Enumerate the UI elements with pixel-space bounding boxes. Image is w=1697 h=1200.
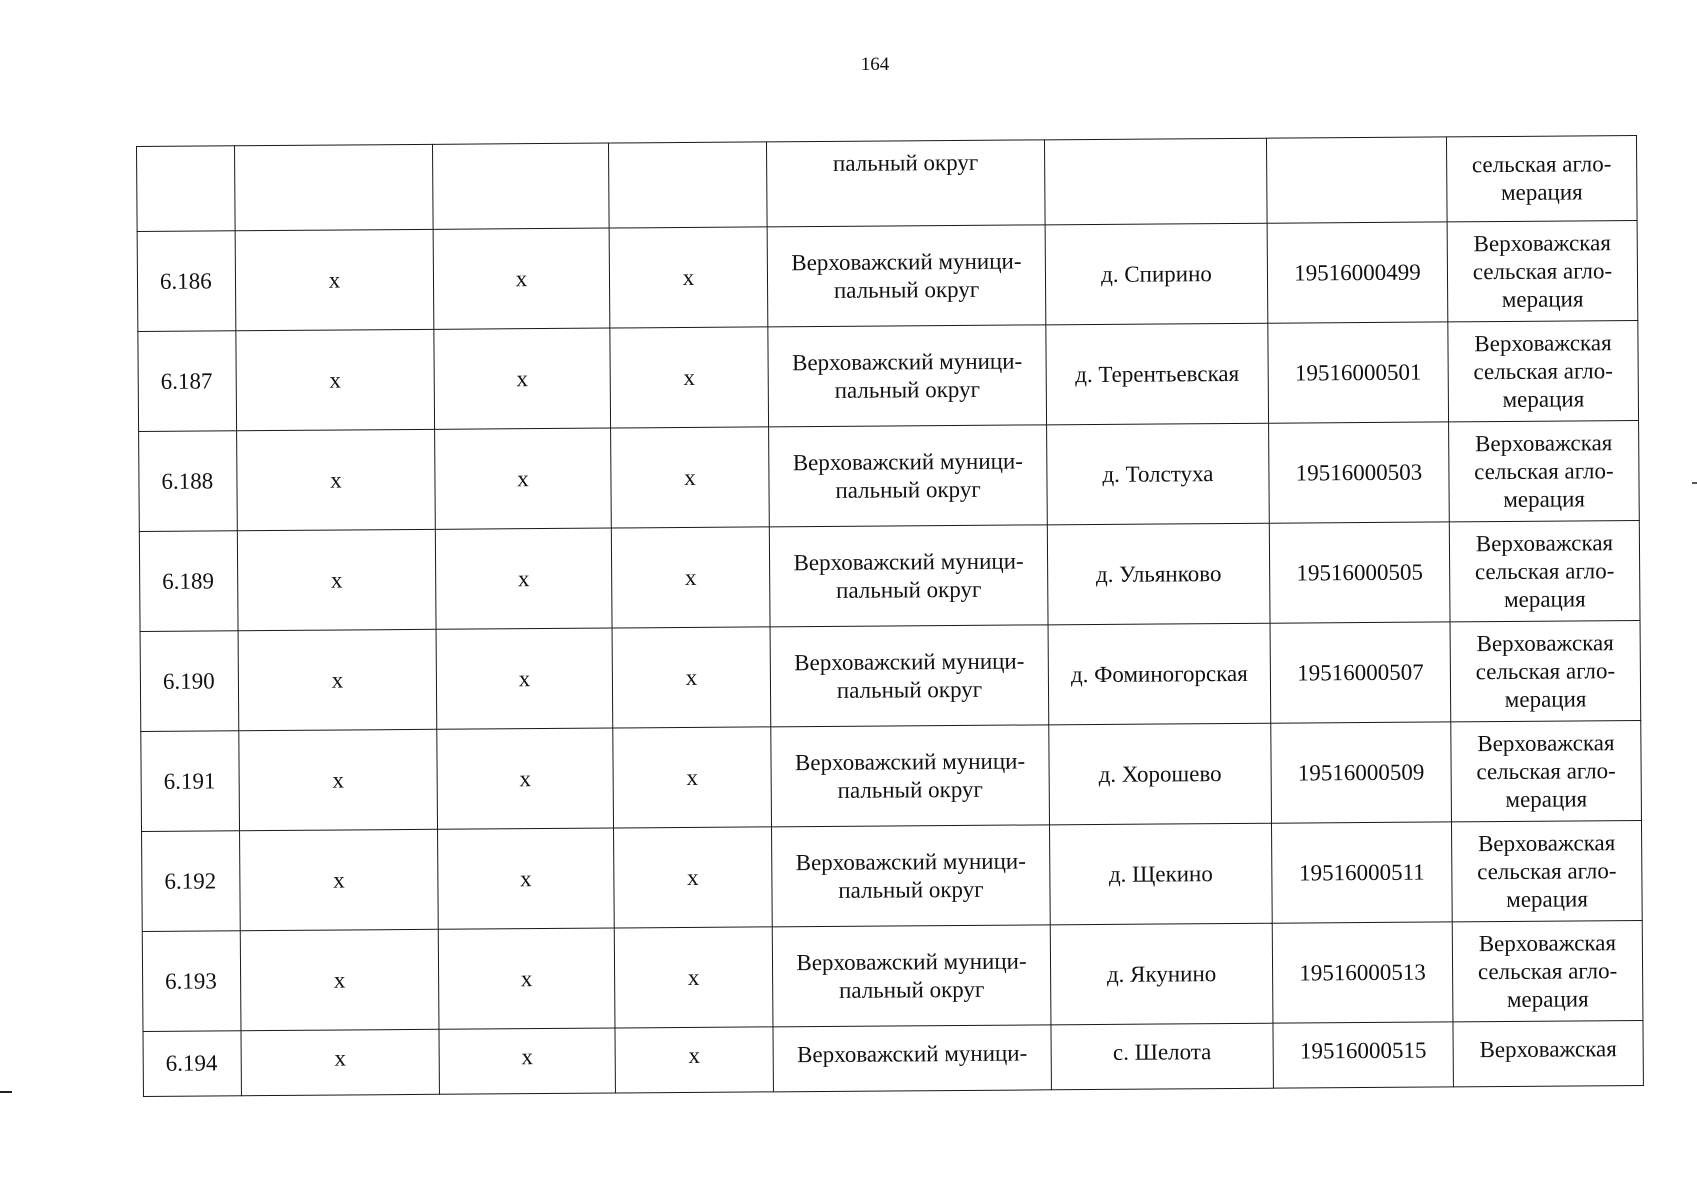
cell-num: 6.194 — [143, 1031, 241, 1097]
cell-col4 — [608, 142, 767, 228]
cell-col4: x — [609, 227, 768, 328]
cell-col2: x — [237, 529, 436, 630]
table-row — [141, 720, 1642, 831]
cell-code: 19516000503 — [1269, 422, 1450, 523]
cell-col2: x — [240, 929, 439, 1030]
cell-district: Верховажский муници- пальный округ — [767, 225, 1046, 327]
table-row — [138, 320, 1639, 431]
cell-code: 19516000513 — [1272, 922, 1453, 1023]
cell-code: 19516000501 — [1268, 322, 1449, 423]
table-row — [143, 1020, 1643, 1096]
cell-code: 19516000509 — [1271, 722, 1452, 823]
cell-settlement: д. Ульянково — [1047, 523, 1270, 625]
cell-col3: x — [438, 828, 615, 929]
margin-mark — [1692, 482, 1697, 484]
table-row — [140, 620, 1641, 731]
cell-settlement: с. Шелота — [1051, 1023, 1273, 1090]
cell-district: Верховажский муници- пальный округ — [769, 525, 1048, 627]
cell-col4: x — [613, 727, 772, 828]
cell-code: 19516000515 — [1273, 1022, 1453, 1088]
cell-col3: x — [434, 328, 611, 429]
continuation-row — [137, 136, 1638, 232]
cell-col2: x — [240, 829, 439, 930]
table-row — [139, 420, 1640, 531]
cell-agglomeration: Верховажская сельская агло- мерация — [1451, 720, 1642, 821]
cell-settlement: д. Щекино — [1050, 823, 1273, 925]
cell-district: пальный округ — [766, 140, 1045, 227]
cell-col4: x — [612, 627, 771, 728]
cell-col2: x — [238, 629, 437, 730]
page-number: 164 — [860, 54, 890, 75]
cell-col3 — [432, 143, 609, 229]
cell-col2: x — [241, 1029, 439, 1095]
cell-col2: x — [236, 329, 435, 430]
cell-settlement: д. Спирино — [1045, 223, 1268, 325]
cell-code: 19516000505 — [1269, 522, 1450, 623]
cell-settlement: д. Якунино — [1050, 923, 1273, 1025]
cell-col3: x — [438, 928, 615, 1029]
settlements-table — [136, 135, 1644, 1097]
cell-col3: x — [435, 428, 612, 529]
cell-district: Верховажский муници- — [773, 1025, 1051, 1092]
cell-district: Верховажский муници- пальный округ — [770, 625, 1049, 727]
table-row — [139, 520, 1640, 631]
cell-num: 6.190 — [140, 631, 239, 732]
cell-agglomeration: Верховажская сельская агло- мерация — [1449, 520, 1640, 621]
cell-num: 6.188 — [139, 431, 238, 532]
cell-col3: x — [435, 528, 612, 629]
cell-col4: x — [611, 527, 770, 628]
cell-district: Верховажский муници- пальный округ — [769, 425, 1048, 527]
cell-agglomeration: Верховажская — [1453, 1020, 1643, 1086]
cell-code: 19516000507 — [1270, 622, 1451, 723]
cell-settlement: д. Толстуха — [1047, 423, 1270, 525]
cell-code: 19516000499 — [1267, 222, 1448, 323]
cell-agglomeration: Верховажская сельская агло- мерация — [1448, 320, 1639, 421]
cell-num: 6.192 — [142, 831, 241, 932]
cell-agglomeration: Верховажская сельская агло- мерация — [1449, 420, 1640, 521]
cell-num: 6.186 — [137, 231, 236, 332]
cell-col3: x — [439, 1028, 615, 1094]
cell-district: Верховажский муници- пальный округ — [771, 725, 1050, 827]
cell-agglomeration: Верховажская сельская агло- мерация — [1447, 220, 1638, 321]
cell-col3: x — [437, 728, 614, 829]
table-row — [142, 920, 1643, 1031]
cell-code — [1266, 137, 1447, 223]
cell-col4: x — [611, 427, 770, 528]
cell-num: 6.189 — [139, 531, 238, 632]
cell-col4: x — [614, 827, 773, 928]
cell-district: Верховажский муници- пальный округ — [768, 325, 1047, 427]
cell-col2: x — [237, 429, 436, 530]
cell-col2: x — [235, 229, 434, 330]
cell-district: Верховажский муници- пальный округ — [772, 825, 1051, 927]
cell-col3: x — [436, 628, 613, 729]
cell-col2 — [235, 144, 434, 230]
cell-agglomeration: Верховажская сельская агло- мерация — [1450, 620, 1641, 721]
cell-col2: x — [239, 729, 438, 830]
table-row — [142, 820, 1643, 931]
cell-agglomeration: Верховажская сельская агло- мерация — [1451, 820, 1642, 921]
cell-agglomeration: сельская агло- мерация — [1446, 136, 1637, 222]
cell-district: Верховажский муници- пальный округ — [772, 925, 1051, 1027]
cell-settlement: д. Терентьевская — [1046, 323, 1269, 425]
table-container — [136, 135, 1643, 1097]
cell-num — [137, 146, 236, 232]
margin-mark — [0, 1091, 12, 1093]
table-row — [137, 220, 1638, 331]
cell-num: 6.191 — [141, 731, 240, 832]
cell-agglomeration: Верховажская сельская агло- мерация — [1452, 920, 1643, 1021]
cell-col4: x — [615, 1027, 773, 1093]
cell-num: 6.193 — [142, 931, 241, 1032]
cell-col3: x — [433, 228, 610, 329]
cell-code: 19516000511 — [1271, 822, 1452, 923]
cell-col4: x — [610, 327, 769, 428]
cell-settlement — [1044, 138, 1267, 225]
cell-num: 6.187 — [138, 331, 237, 432]
cell-settlement: д. Хорошево — [1049, 723, 1272, 825]
cell-col4: x — [614, 927, 773, 1028]
cell-settlement: д. Фоминогорская — [1048, 623, 1271, 725]
